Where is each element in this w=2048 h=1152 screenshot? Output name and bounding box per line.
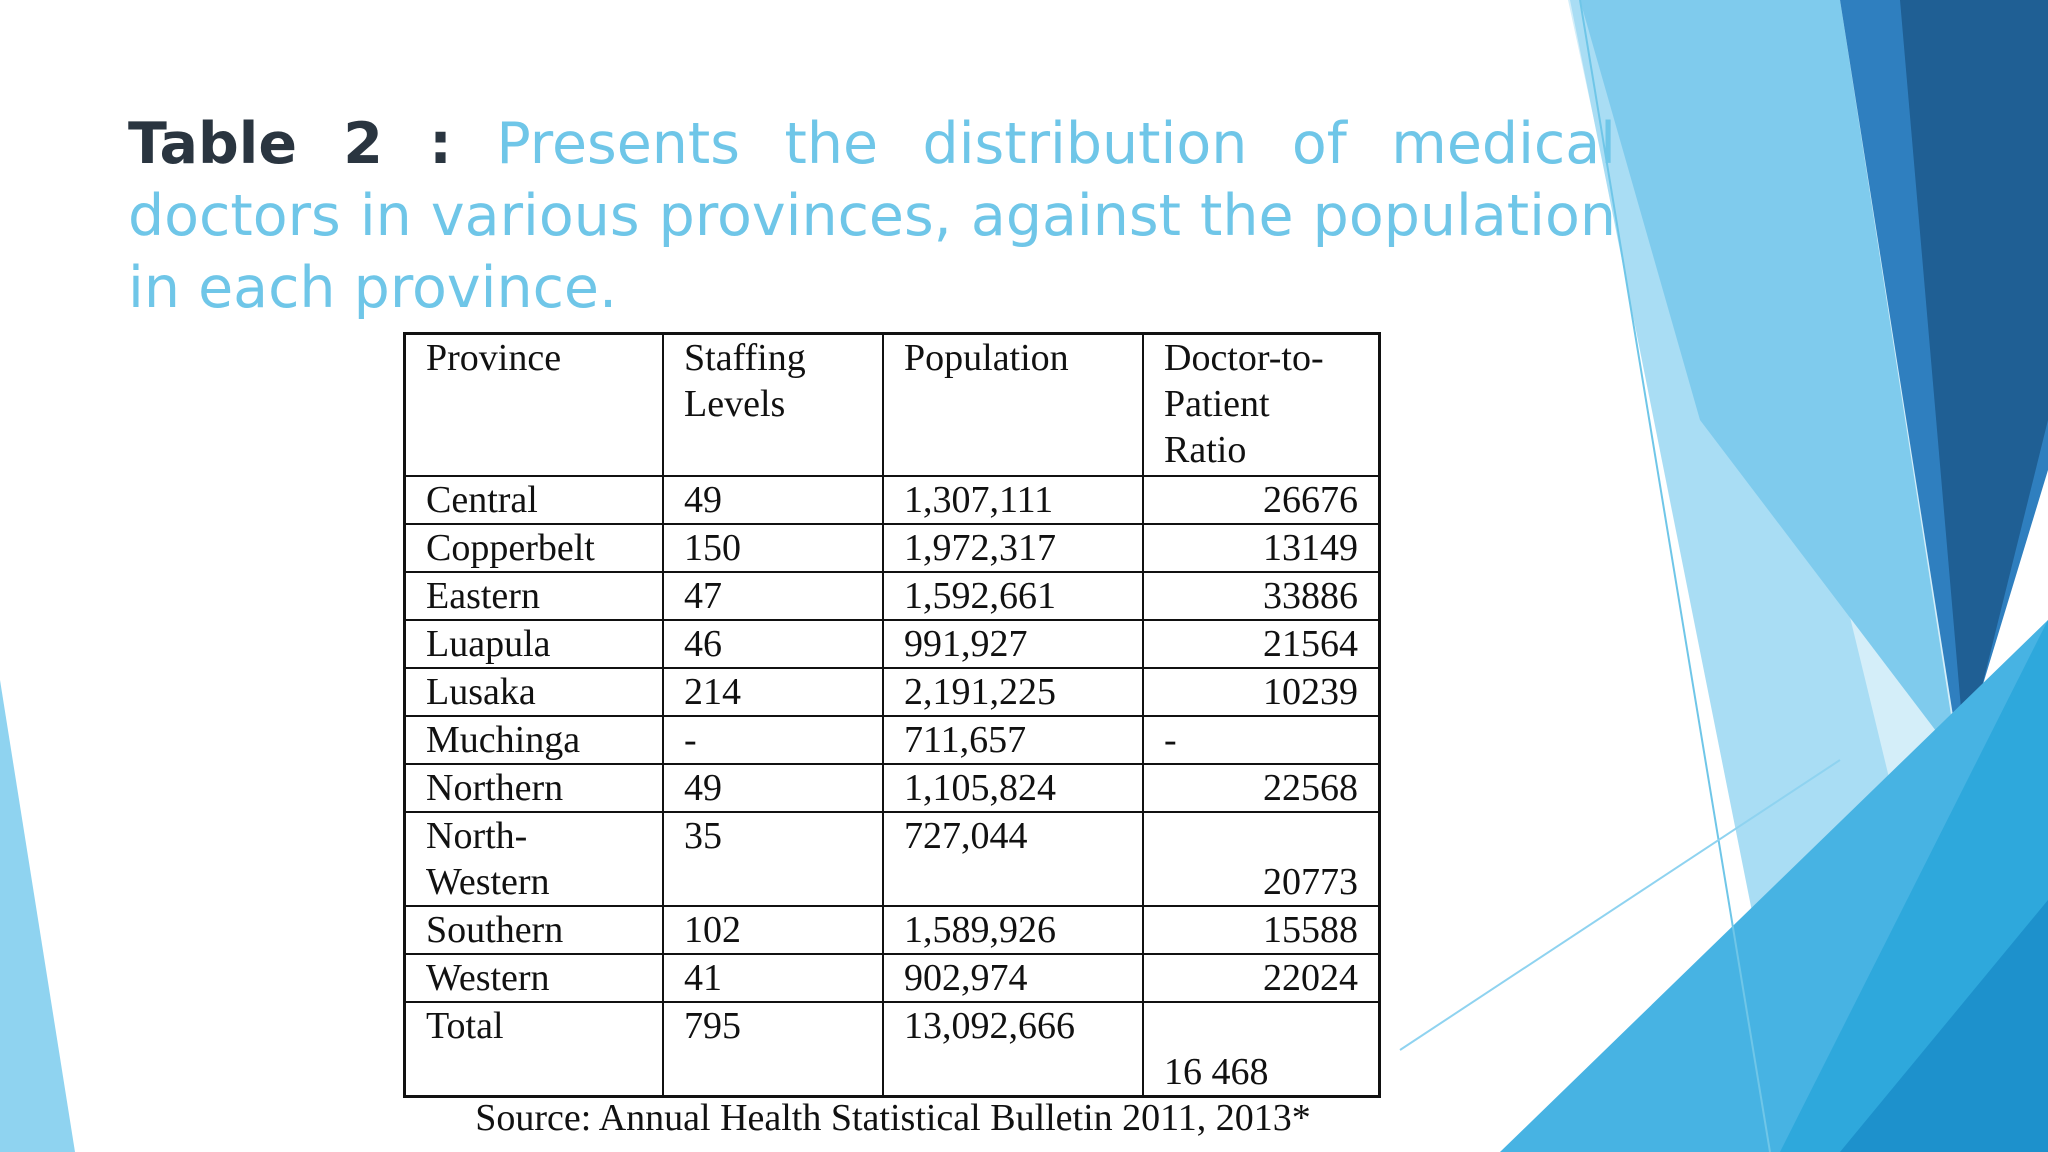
cell-staffing: 46 (663, 620, 883, 668)
cell-province: Eastern (405, 572, 664, 620)
cell-staffing: 795 (663, 1002, 883, 1097)
cell-ratio: 20773 (1143, 812, 1380, 906)
cell-population: 1,592,661 (883, 572, 1143, 620)
cell-population: 2,191,225 (883, 668, 1143, 716)
cell-population: 1,105,824 (883, 764, 1143, 812)
cell-ratio: 22024 (1143, 954, 1380, 1002)
cell-ratio: 26676 (1143, 476, 1380, 524)
cell-ratio: 21564 (1143, 620, 1380, 668)
cell-population: 1,589,926 (883, 906, 1143, 954)
deco-left-triangle (0, 680, 75, 1152)
cell-ratio: 16 468 (1143, 1002, 1380, 1097)
table-row (405, 764, 1380, 812)
header-staffing-levels: Staffing Levels (663, 334, 883, 477)
header-province: Province (405, 334, 664, 477)
table-header-row (405, 334, 1380, 477)
cell-staffing: 35 (663, 812, 883, 906)
cell-province: Luapula (405, 620, 664, 668)
cell-province: Copperbelt (405, 524, 664, 572)
table-row (405, 954, 1380, 1002)
cell-population: 991,927 (883, 620, 1143, 668)
doctor-distribution-table (403, 332, 1381, 1098)
table-source-note: Source: Annual Health Statistical Bulletin 2011, 2013* (475, 1097, 1311, 1139)
table-total-row (405, 1002, 1380, 1097)
table-row (405, 668, 1380, 716)
cell-ratio: - (1143, 716, 1380, 764)
cell-staffing: - (663, 716, 883, 764)
cell-ratio: 22568 (1143, 764, 1380, 812)
table-label: Table 2 : (128, 111, 452, 177)
cell-staffing: 49 (663, 764, 883, 812)
cell-province: Central (405, 476, 664, 524)
table-row (405, 906, 1380, 954)
cell-ratio: 33886 (1143, 572, 1380, 620)
cell-province: Western (405, 954, 664, 1002)
cell-staffing: 102 (663, 906, 883, 954)
cell-ratio: 13149 (1143, 524, 1380, 572)
slide-title (128, 108, 1616, 324)
cell-staffing: 47 (663, 572, 883, 620)
cell-province: Muchinga (405, 716, 664, 764)
table-row (405, 476, 1380, 524)
cell-staffing: 150 (663, 524, 883, 572)
cell-province: Northern (405, 764, 664, 812)
cell-province: Total (405, 1002, 664, 1097)
cell-population: 727,044 (883, 812, 1143, 906)
cell-staffing: 49 (663, 476, 883, 524)
table-row (405, 572, 1380, 620)
table-row (405, 812, 1380, 906)
cell-ratio: 15588 (1143, 906, 1380, 954)
title-text: Presents the distribution of medical doctors in various provinces, against the population in each province. (128, 111, 1617, 321)
table-row (405, 524, 1380, 572)
header-population: Population (883, 334, 1143, 477)
cell-population: 13,092,666 (883, 1002, 1143, 1097)
cell-population: 711,657 (883, 716, 1143, 764)
table-row (405, 716, 1380, 764)
cell-province: Lusaka (405, 668, 664, 716)
cell-staffing: 41 (663, 954, 883, 1002)
table-row (405, 620, 1380, 668)
cell-population: 1,972,317 (883, 524, 1143, 572)
cell-ratio: 10239 (1143, 668, 1380, 716)
cell-staffing: 214 (663, 668, 883, 716)
cell-province: Southern (405, 906, 664, 954)
cell-province: North- Western (405, 812, 664, 906)
cell-population: 902,974 (883, 954, 1143, 1002)
header-doctor-patient-ratio: Doctor-to- Patient Ratio (1143, 334, 1380, 477)
cell-population: 1,307,111 (883, 476, 1143, 524)
